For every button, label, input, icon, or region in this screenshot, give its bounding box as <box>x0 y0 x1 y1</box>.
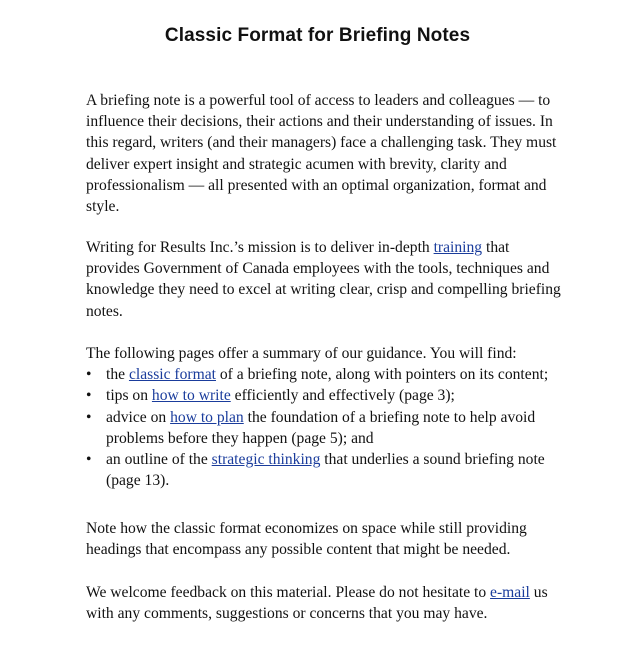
strategic-thinking-link[interactable]: strategic thinking <box>211 451 321 469</box>
list-item-before: advice on <box>106 408 171 426</box>
list-item-after: of a briefing note, along with pointers on its content; <box>215 366 549 384</box>
list-item <box>86 407 566 449</box>
paragraph-mission-after: that provides Government of Canada employees with the tools, techniques and knowledge they need to excel at writing clear, crisp and compelling briefing notes. <box>86 239 561 320</box>
list-item-after: that underlies a sound briefing note (page 13). <box>106 451 545 490</box>
how-to-plan-link[interactable]: how to plan <box>170 408 244 426</box>
paragraph-format-note-text: Note how the classic format economizes on space while still providing headings that encompass any possible content that might be needed. <box>86 520 527 559</box>
bullet-icon: • <box>86 408 92 426</box>
list-item-after: the foundation of a briefing note to help avoid problems before they happen (page 5); and <box>106 408 536 447</box>
list-item-after: efficiently and effectively (page 3); <box>230 387 455 405</box>
list-item-before: tips on <box>106 387 152 405</box>
paragraph-feedback-text <box>86 582 566 624</box>
paragraph-feedback-after: us with any comments, suggestions or concerns that you may have. <box>86 584 548 623</box>
paragraph-mission-text <box>86 237 566 322</box>
training-link[interactable]: training <box>433 239 483 256</box>
bullet-icon: • <box>86 451 92 469</box>
paragraph-feedback-before: We welcome feedback on this material. Please do not hesitate to <box>86 584 491 601</box>
guidance-list <box>86 364 566 491</box>
bullet-icon: • <box>86 387 92 405</box>
paragraph-mission-before: Writing for Results Inc.’s mission is to deliver in-depth <box>86 239 434 256</box>
paragraph-intro-text: A briefing note is a powerful tool of access to leaders and colleagues — to influence their decisions, their actions and their understanding of issues. In this regard, writers (and their managers) face a challenging task. They must deliver expert insight and strategic acumen with brevity, clarity and professionalism — all presented with an optimal organization, format and style. <box>86 92 557 216</box>
bullet-icon: • <box>86 366 92 384</box>
paragraph-guidance-intro: The following pages offer a summary of our guidance. You will find: <box>86 345 517 362</box>
list-item-before: the <box>106 366 129 384</box>
list-item <box>86 385 566 406</box>
paragraph-feedback <box>86 582 566 624</box>
paragraph-format-note <box>86 518 566 560</box>
list-item <box>86 364 566 385</box>
paragraph-mission <box>86 237 566 322</box>
classic-format-link[interactable]: classic format <box>128 366 216 384</box>
paragraph-guidance <box>86 343 566 491</box>
email-link[interactable]: e-mail <box>490 584 530 601</box>
how-to-write-link[interactable]: how to write <box>151 387 231 405</box>
list-item-before: an outline of the <box>106 451 212 469</box>
document-title: Classic Format for Briefing Notes <box>164 25 471 46</box>
paragraph-intro <box>86 90 566 217</box>
list-item <box>86 449 566 491</box>
